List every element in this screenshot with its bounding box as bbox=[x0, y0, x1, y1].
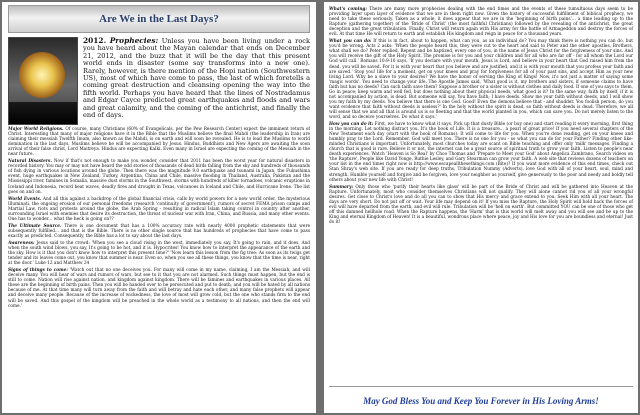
intro-year: 2012. bbox=[83, 36, 107, 45]
horizon-silhouette bbox=[9, 102, 77, 124]
paragraph-text: 'Watch out that no one deceives you. For many will come in my name, claiming, I am the Messiah, and will deceive many. You will hear of wars and rumors of wars, but see to it that you are not alarmed. Such things must happen, but the end is still to come. Nation will rise against nation, and kingdom against kingdom. There will be famines and earthquakes in various places. All these are the beginning of birth pains. Then you will be handed over to be persecuted and put to death, and you will be hated by all nations because of me. At that time many will turn away from the faith and will betray and hate each other, and many false prophets will appear and deceive many people. Because of the increase of wickedness, the love of most will grow cold, but the one who stands firm to the end will be saved. And this gospel of the kingdom will be preached in the whole world as a testimony to all nations, and then the end will come.' bbox=[8, 268, 310, 309]
paragraph-heading: How you can do it: bbox=[329, 122, 374, 128]
paragraph-heading: The Ultimate Source. bbox=[8, 223, 62, 229]
paragraph-heading: Signs of things to come: bbox=[8, 268, 68, 274]
right-page bbox=[324, 2, 638, 413]
sun-glow bbox=[19, 52, 65, 98]
paragraph-heading: World Events. bbox=[8, 196, 42, 202]
paragraph-text: First, we have to know what it says. Pick up that dusty Bible (or buy one) and start reading it every morning, first thing in the morning. Let nothing distract you. It's the book of Life. It is a treasure... a pearl of great price! If you need several chapters of the New Testament each day (start with the book of Romans). It will come to life for you. When you're done reading, get on your knees and humbly pray to the Lord. Remember, God will meet you. There is no one for you - so what you can do for your Father? Finding other like-minded Christians is important. Unfortunately, most churches today are scant on Bible teaching and offer only 'milk' messages. Finding a church that is good is rare. Believe it or not, the internet can be a great source of spiritual truth to grow your faith. Listen to people's near death experiences. Watch 'Heaven is So Real' by Choo Thomas and 'Prepare to Meet your God' about Angelica Zambrano, Search videos on 'the Rapture', People like David Yonge, Ruthie Lesley, and Gary Stearman can grow your faith. A web site that reviews dozens of teachers on your list in the end times right now is http://www.escapeallthesethings.com (Bite)? If you want more evidence of this end times, check out Stan Shray's web site. If you are ready for deep truths, Tribulation Nummy (Adverts), love God with all of your heart, soul, mind and strength. Humble yourself and forgive and be forgiven, love your neighbor as yourself, give generously to the poor and needy and boldly tell others about your new life with Christ! bbox=[329, 122, 633, 183]
article-paragraph bbox=[8, 241, 310, 266]
article-paragraph bbox=[8, 159, 310, 194]
article-paragraph bbox=[329, 7, 633, 37]
blessing-banner bbox=[329, 386, 633, 410]
article-paragraph bbox=[8, 224, 310, 239]
paragraph-heading: What you can do: bbox=[329, 39, 372, 45]
article-paragraph bbox=[329, 39, 633, 120]
paragraph-text: Of course, many Christians (60% of Evangelicals, per the Pew Research Center) expect the imminent return of Christ. Interesting that many of major religions have it in the Bible that the Muslims believe the final Mahdi (the leadership in Iran) are claiming their messiah Twelfth Imam, also known as the Mahdi, is on earth and will soon be revealed. He is to lead the Muslims to world domination in the last days. Muslims believe he will be accompanied by Jesus. Hindus, Buddhists and New Agers are awaiting the soon arrival of their false christ, Lord Maitreya. Hindus are expecting Kalki. Even many in Israel are expecting the coming of the Messiah in the near future. bbox=[8, 127, 310, 158]
paragraph-text: There are many more prophecies dealing with the end times and the events of these tumultuous days seem to be providing layer upon layer of evidence that we are in them right now. Given the history of successful fulfillment of biblical prophecy, we need to take these seriously. Taken as a whole, it does appear that we are in the 'beginning of birth pains'... a time leading up to the Rapture (gathering together) of the 'Bride of Christ' (the most faithful Christians) followed by the revealing of the antichrist, the great deception and the great tribulation. Finally, Christ will return again with His army for the battle of Armageddon and destroy the forces of evil. At that time He will return to earth and establish His kingdom and reign in peace for a thousand years. bbox=[329, 7, 633, 38]
paragraph-text: And all this against a backdrop of the global financial crisis, calls by world powers for a new world order, the mysterious Illuminati, the ongoing erosion of our personal freedoms (research 'continuity of government'), rumors of secret FEMA prison camps and Martial Law, riots and protests around the globe, the Arab Spring - resulting in radical Islam taking control in country after another, surrounding Israel with enemies that desire its destruction, the threat of nuclear war with Iran, China, and Russia, and many other events. One has to wonder... what the heck is going on?? bbox=[8, 196, 310, 222]
paragraph-heading: Major World Religions. bbox=[8, 127, 64, 132]
paragraph-heading: Summary: bbox=[329, 184, 354, 190]
paragraph-text: If this is in fact, about to happen, what can you, as an individual do? You may think there is nothing you can do, but you'd be wrong. Acts 2 asks: 'When the people heard this, they were cut to the heart and said to Peter and the other apostles, Brothers, what shall we do? Peter replied, Repent and be baptized, every one of you, in the name of Jesus Christ for the forgiveness of your sins. And you will receive the gift of the Holy Spirit. The promise is for you and your children and for all who are far off - for all whom the Lord our God will call.' Romans 10:9-10 says, 'If you declare with your mouth, Jesus is Lord, and believe in your heart that God raised him from the dead, you will be saved. For it is with your heart that you believe and are justified, and it is with your mouth that you profess your faith and are saved.' Stop you! life for a moment, get on your knees and pray for forgiveness for all of your past sins, and accept Him as your new living Lord. Why be a slave to your desires? We have the honor of serving the King of Kings! Now, it's not just a matter of saying some 'magic words'. You need to change your life. The Apostle James said, 'What good is it, my brothers and sisters, if someone claims to have faith but has no deeds? Can such faith save them? Suppose a brother or a sister is without clothes and daily food. If one of you says to them, Go in peace; keep warm and well fed, but does nothing about their physical needs, what good is it? In the same way, faith by itself, if it is not accompanied by action, is dead. But someone will say, You have faith; I have deeds. Show me your faith without deeds, and I will show you my faith by my deeds. You believe that there is one God. Good! Even the demons believe that - and shudder. You foolish person, do you want evidence that faith without deeds is useless?' In the holy without the spirit is dead, so faith without deeds is dead. Therefore, we all will sense that we and all that is around us is so fleeting and that the world planted in you, which can save you. Do not merely listen to the word, and so deceive yourselves. Do what it says.' bbox=[329, 39, 633, 120]
paragraph-text: Jesus said to the crowd: 'When you see a cloud rising in the west, immediately you say, It's going to rain, and it does. And when the south wind blows, you say, It's going to be hot, and it is. Hypocrites! You know how to interpret the appearance of the earth and the sky. How is it that you don't know how to interpret this present time?' 'Now learn this lesson from the fig tree: As soon as its twigs get tender and its leaves come out, you know that summer is near. Even so, when you see all these things, you know that the time is near, right at the door.' Luke 12 and Matthew 24 bbox=[8, 240, 310, 267]
paragraph-heading: Awareness: bbox=[8, 240, 35, 246]
intro-lead: Prophecies: bbox=[109, 36, 159, 45]
page-title: Are We in the Last Days? bbox=[99, 13, 219, 25]
blessing-text: May God Bless You and Keep You Forever in His Loving Arms! bbox=[363, 396, 599, 406]
intro-text: Unless you have been living under a rock you have heard about the Mayan calendar that ends on December 21, 2012, and the buzz that it will be the day that this present world ends in disaster (some say transforms into a new one). Rarely, however, is there mention of the Hopi nation (Southwestern US), most of which have come to pass, the last of which foretells a coming great destruction and cleansing opening the way into the fifth world. Perhaps you have heard that the lines of Nostradamus and Edgar Cayce predicted great earthquakes and floods and wars and great calamity, and the coming of the antichrist, and finally the end of days. bbox=[83, 37, 310, 120]
left-page bbox=[2, 2, 316, 413]
left-body bbox=[8, 127, 310, 309]
paragraph-heading: Natural Disasters. bbox=[8, 159, 52, 165]
article-paragraph bbox=[8, 268, 310, 308]
title-ribbon bbox=[8, 5, 310, 33]
right-body bbox=[329, 7, 633, 225]
article-paragraph bbox=[329, 122, 633, 183]
paragraph-text: Only those who 'purify their hearts like glass' will be part of the Bride of Christ and will be gathered into Heaven at the Rapture. Unfortunately, most who consider themselves Christians will not qualify. They will alone cannot rid you of all your wrongful desires. Get close to Christ's love and do all you can to show that His mercy and grace extend to you. Seek Him with all your heart. The days are very short. Do not put off or wait. Your life may depend on it! If you miss the Rapture, the Holy Spirit will hold back the forces of evil will have departed from the earth, and evil will rule. Tribulation will be 'hell on earth'. But committed YOU can be one of those who get off this damned hellhole road. When the Rapture happens, the 'Harm' that is this world will melt away and you will see and be up to the King and eternal Kingdom of Heaven! It is a beautiful, wondrous place where peace, joy and His love for you are boundless and eternal! Just do it! bbox=[329, 184, 633, 225]
article-paragraph bbox=[8, 127, 310, 157]
article-paragraph bbox=[8, 197, 310, 222]
sunset-photo bbox=[8, 37, 78, 125]
paragraph-heading: What's coming: bbox=[329, 7, 367, 12]
intro-section bbox=[8, 37, 310, 125]
intro-paragraph bbox=[83, 37, 310, 125]
article-paragraph bbox=[329, 185, 633, 225]
paragraph-text: Now if that's not enough to make you wonder, consider that 2011 has been the worst year for natural disasters in recorded history. You may or may not have heard the odd stories of thousands of dead birds falling from the sky and hundreds of thousands of fish dying in various locations around the globe. Then there was the magnitude 9.0 earthquake and tsunami in Japan, the Fukushima event, huge earthquakes in New Zealand, Turkey, Argentina, China and Chile, massive flooding in Thailand, Australia, Pakistan and the Mississippi river, famines in Somalia, massive dust storms in the Southwest, storms with hundreds of killer tornadoes, volcanic eruptions in Iceland and Indonesia, record heat waves, deadly fires and drought in Texas, volcanoes in Iceland and Chile, and Hurricane Irene. The list goes on and on. bbox=[8, 159, 310, 195]
paragraph-text: There is one document that has a 100% accuracy rate with nearly 4000 prophetic statements that were subsequently fulfilled... and that is the Bible. There is no other single source that has hundreds of prophecies that have come to pass exactly as predicted. Consequently, the Bible has a lot to say about the last days. bbox=[8, 223, 310, 239]
